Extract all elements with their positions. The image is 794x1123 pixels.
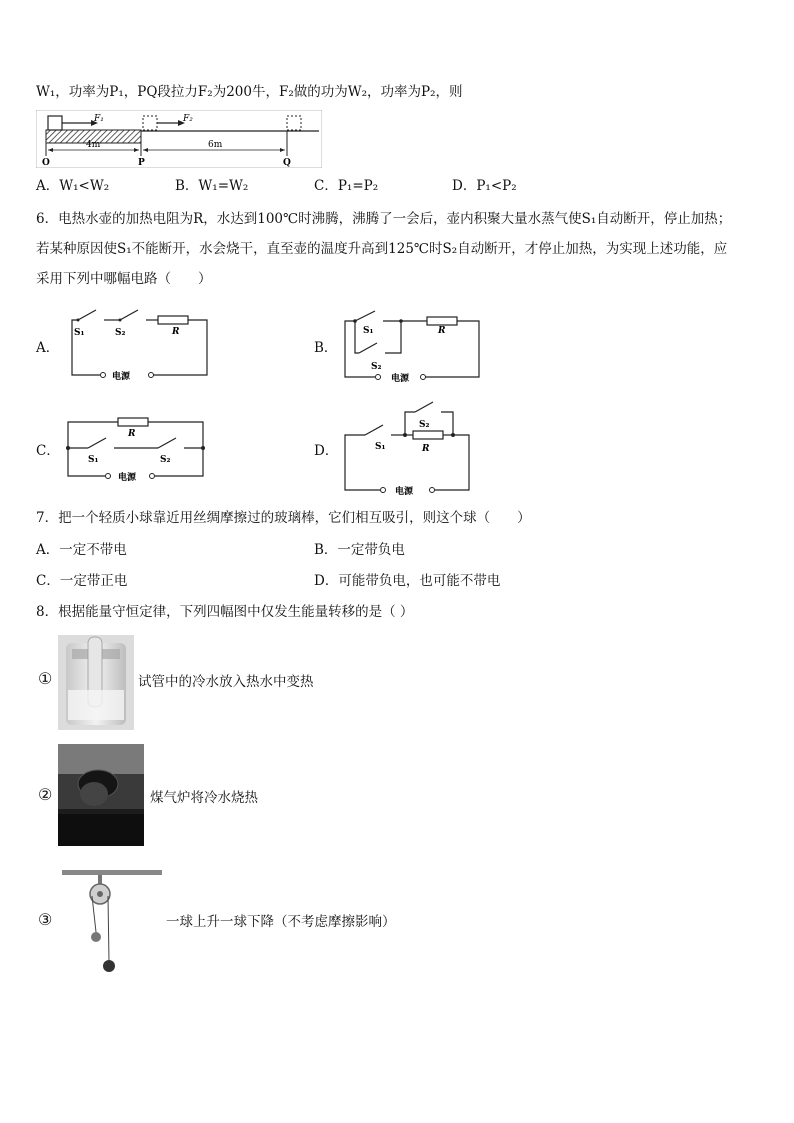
item-3-number: ③ [38,910,53,929]
q5-option-d: D．P₁<P₂ [452,178,517,194]
point-q: Q [283,158,291,168]
q5-stem: W₁，功率为P₁，PQ段拉力F₂为200牛，F₂做的功为W₂，功率为P₂，则 [36,84,463,100]
block-start [48,116,62,130]
point-o: O [42,158,50,168]
r-label: R [422,444,430,454]
s1-label: S₁ [88,455,99,465]
s2-label: S₂ [371,362,382,372]
s1-label: S₁ [363,326,374,336]
f2-label: F₂ [183,114,193,124]
q6-option-a-label: A． [36,340,60,356]
distance-op: 4m [86,140,101,150]
q7-option-c: C．一定带正电 [36,573,128,589]
s2-label: S₂ [419,420,430,430]
distance-pq: 6m [208,140,223,150]
item-1-number: ① [38,669,53,688]
q5-option-b: B．W₁=W₂ [175,178,249,194]
circuit-c [60,410,220,490]
source-label: 电源 [112,372,131,382]
block-end [287,116,301,130]
q8-stem: 8．根据能量守恒定律，下列四幅图中仅发生能量转移的是（ ） [36,604,414,620]
q6-stem-line1: 6．电热水壶的加热电阻为R，水达到100℃时沸腾，沸腾了一会后，壶内积聚大量水蒸气使S₁自动断开，停止加热； [36,211,732,227]
q7-option-b: B．一定带负电 [314,542,405,558]
source-label: 电源 [118,473,137,483]
circuit-b [335,305,495,390]
r-label: R [128,429,136,439]
item-1-caption: 试管中的冷水放入热水中变热 [138,674,314,690]
f1-label: F₁ [94,114,104,124]
source-label: 电源 [395,487,414,497]
s2-label: S₂ [160,455,171,465]
q7-option-a: A．一定不带电 [36,542,127,558]
source-label: 电源 [391,374,410,384]
photo-pulley-two-balls [62,866,162,974]
s2-label: S₂ [115,328,126,338]
s1-label: S₁ [74,328,85,338]
item-2-caption: 煤气炉将冷水烧热 [150,790,258,806]
q6-option-b-label: B． [314,340,338,356]
item-3-caption: 一球上升一球下降（不考虑摩擦影响） [166,914,396,930]
q5-option-c: C．P₁=P₂ [314,178,379,194]
q6-option-d-label: D． [314,443,339,459]
point-p: P [138,158,145,168]
circuit-d [335,398,495,498]
photo-test-tube-in-hot-water [58,635,134,730]
photo-gas-stove-heating-water [58,744,144,846]
s1-label: S₁ [375,442,386,452]
r-label: R [172,327,180,337]
q7-stem: 7．把一个轻质小球靠近用丝绸摩擦过的玻璃棒，它们相互吸引，则这个球（ ） [36,510,531,526]
q7-option-d: D．可能带负电，也可能不带电 [314,573,501,589]
q6-option-c-label: C． [36,443,60,459]
circuit-a [60,300,220,390]
q6-stem-line2: 若某种原因使S₁不能断开，水会烧干，直至壶的温度升高到125℃时S₂自动断开，才停止加热，为实现上述功能，应 [36,241,728,257]
q5-force-diagram [36,110,322,168]
block-middle [143,116,157,130]
item-2-number: ② [38,785,53,804]
q5-option-a: A．W₁<W₂ [36,178,110,194]
r-label: R [438,326,446,336]
q6-stem-line3: 采用下列中哪幅电路（ ） [36,271,212,287]
